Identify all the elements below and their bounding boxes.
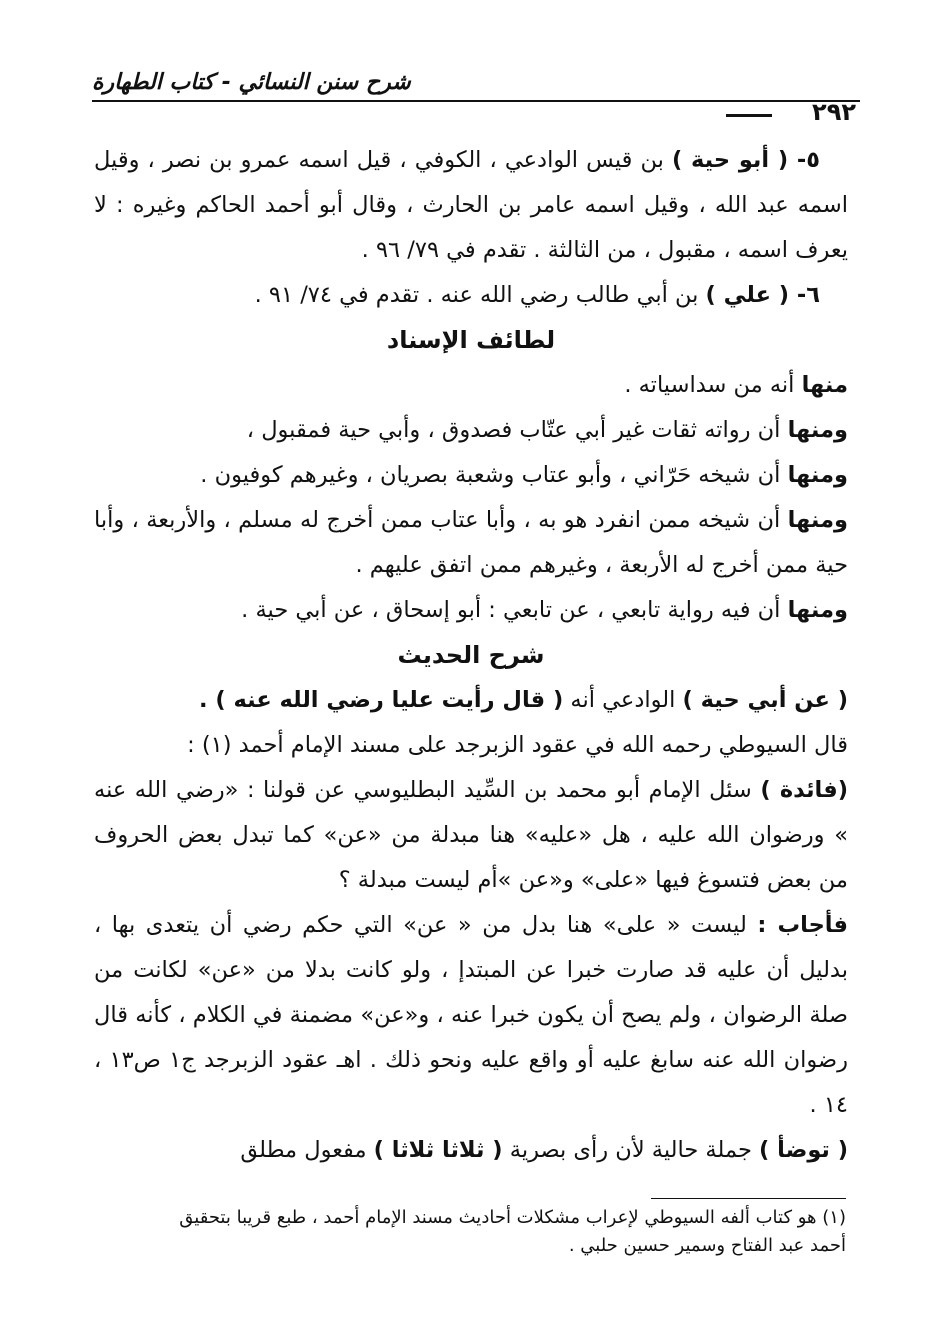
isnad-item-1-lead: منها — [801, 372, 848, 398]
isnad-item-3-lead: ومنها — [787, 462, 848, 488]
isnad-item-2-text: أن رواته ثقات غير أبي عتّاب فصدوق ، وأبي حية فمقبول ، — [246, 417, 781, 443]
page-header — [92, 64, 860, 104]
narrator-5-text: بن قيس الوادعي ، الكوفي ، قيل اسمه عمرو بن نصر ، وقيل اسمه عبد الله ، وقيل اسمه عامر بن الحارث ، وقال أبو أحمد الحاكم وغيره : لا يعرف اسمه ، مقبول ، من الثالثة . تقدم في ٧٩/ ٩٦ . — [94, 147, 848, 263]
sharh-p5-end: مفعول مطلق — [240, 1137, 367, 1163]
sharh-p4-text: ليست « على» هنا بدل من « عن» التي حكم رضي أن يتعدى بها ، بدليل أن عليه قد صارت خبرا عن المبتدإ ، ولو كانت بدلا من «عن» لكانت من صلة الرضوان ، ولم يصح أن يكون خبرا عنه ، و«عن» مضمنة في الكلام ، كأنه قال رضوان الله عنه سابغ عليه أو واقع عليه ونحو ذلك . اهـ عقود الزبرجد ج١ ص١٣ ، ١٤ . — [94, 912, 848, 1118]
isnad-item-4 — [94, 498, 848, 588]
header-rule — [92, 100, 860, 102]
sharh-p5-quote-a: ( توضأ ) — [759, 1137, 848, 1163]
sharh-p1-mid: الوادعي أنه — [570, 687, 676, 713]
sharh-p5-quote-b: ( ثلاثا ثلاثا ) — [373, 1137, 503, 1163]
sharh-paragraph-3 — [94, 768, 848, 903]
footnote-rule — [651, 1198, 846, 1199]
footnote — [96, 1204, 846, 1260]
page-number-rule — [726, 114, 772, 117]
footnote-line-2: أحمد عبد الفتاح وسمير حسين حلبي . — [568, 1235, 846, 1256]
narrator-6 — [94, 273, 848, 318]
sharh-paragraph-5 — [94, 1128, 848, 1173]
sharh-p4-lead: فأجاب : — [757, 912, 848, 938]
sharh-p5-mid: جملة حالية لأن رأى بصرية — [509, 1137, 752, 1163]
isnad-item-2-lead: ومنها — [787, 417, 848, 443]
sharh-heading: شرح الحديث — [397, 641, 545, 669]
footnote-line-1: (١) هو كتاب ألفه السيوطي لإعراب مشكلات أحاديث مسند الإمام أحمد ، طبع قريبا بتحقيق — [179, 1207, 846, 1228]
sharh-p3-text: سئل الإمام أبو محمد بن السِّيد البطليوسي عن قولنا : «رضي الله عنه » ورضوان الله عليه ، هل «عليه» هنا مبدلة من «عن» كما تبدل بعض الحروف من بعض فتسوغ فيها «على» و«عن »أم ليست مبدلة ؟ — [94, 777, 848, 893]
isnad-item-1-text: أنه من سداسياته . — [624, 372, 795, 398]
sharh-paragraph-2: قال السيوطي رحمه الله في عقود الزبرجد على مسند الإمام أحمد (١) : — [187, 732, 848, 758]
isnad-item-5 — [94, 588, 848, 633]
narrator-6-label: ٦- ( علي ) — [705, 282, 820, 308]
sharh-paragraph-1 — [94, 678, 848, 723]
isnad-item-3-text: أن شيخه حَرّاني ، وأبو عتاب وشعبة بصريان ، وغيرهم كوفيون . — [200, 462, 781, 488]
sharh-p1-quote-b: ( قال رأيت عليا رضي الله عنه ) . — [199, 687, 564, 713]
isnad-item-4-text: أن شيخه ممن انفرد هو به ، وأبا عتاب ممن أخرج له مسلم ، والأربعة ، وأبا حية ممن أخرج له الأربعة ، وغيرهم ممن اتفق عليهم . — [94, 507, 848, 578]
sharh-p1-quote-a: ( عن أبي حية ) — [682, 687, 848, 713]
isnad-item-1 — [94, 363, 848, 408]
isnad-item-4-lead: ومنها — [787, 507, 848, 533]
page-number: ٢٩٢ — [812, 98, 856, 126]
narrator-5 — [94, 138, 848, 273]
page-body — [94, 138, 848, 1173]
isnad-item-5-text: أن فيه رواية تابعي ، عن تابعي : أبو إسحاق ، عن أبي حية . — [241, 597, 781, 623]
running-title: شرح سنن النسائي - كتاب الطهارة — [92, 70, 411, 95]
sharh-p3-lead: (فائدة ) — [760, 777, 849, 803]
isnad-item-5-lead: ومنها — [787, 597, 848, 623]
narrator-5-label: ٥- ( أبو حية ) — [671, 147, 820, 173]
isnad-item-2 — [94, 408, 848, 453]
sharh-paragraph-4 — [94, 903, 848, 1128]
isnad-heading: لطائف الإسناد — [386, 326, 556, 354]
isnad-item-3 — [94, 453, 848, 498]
narrator-6-text: بن أبي طالب رضي الله عنه . تقدم في ٧٤/ ٩١ . — [254, 282, 699, 308]
